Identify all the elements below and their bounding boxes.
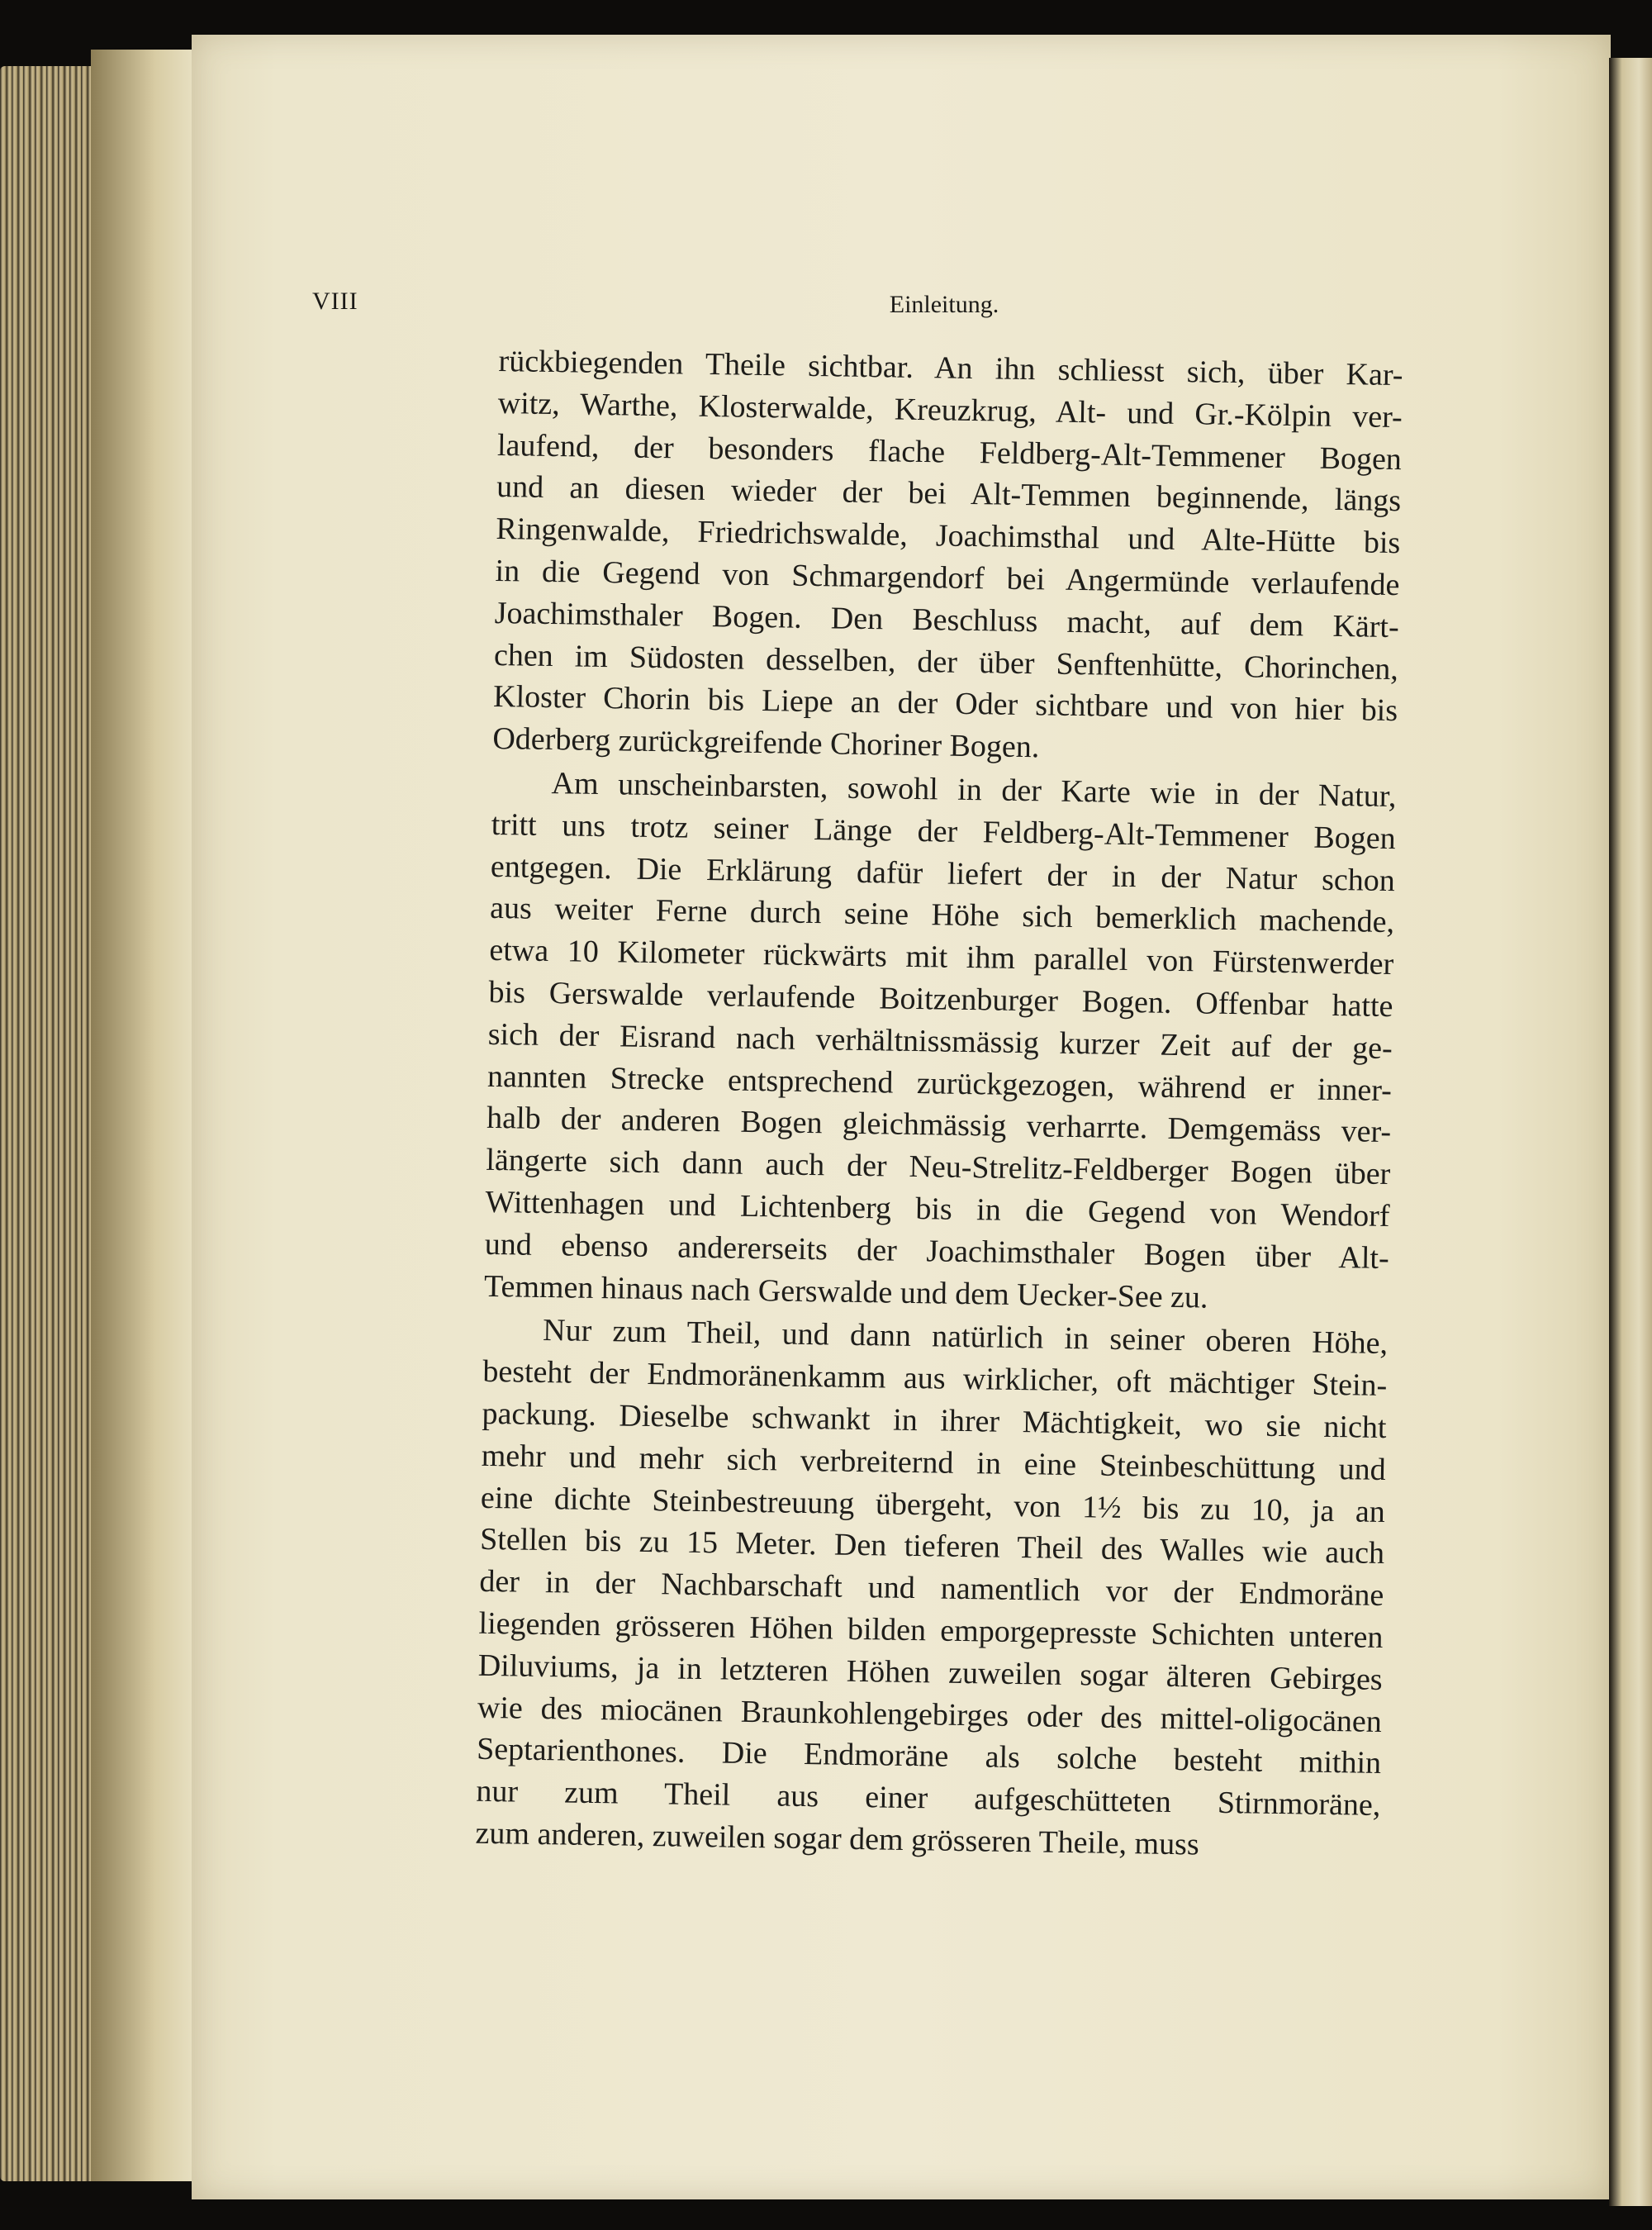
text-line: Stellen bis zu 15 Meter. Den tieferen Theil des Walles wie auch [479, 1522, 1385, 1571]
text-line: Oderberg zurückgreifende Choriner Bogen. [492, 721, 1040, 765]
text-line: und an diesen wieder der bei Alt-Temmen beginnende, längs [496, 469, 1402, 519]
text-line: Joachimsthaler Bogen. Den Beschluss macht, auf dem Kärt- [494, 595, 1400, 644]
text-line: zum anderen, zuweilen sogar dem grösseren Theile, muss [475, 1815, 1200, 1862]
text-line: liegenden grösseren Höhen bilden emporgepresste Schichten unteren [478, 1605, 1384, 1655]
text-line: Diluviums, ja in letzteren Höhen zuweilen sogar älteren Gebirges [477, 1648, 1384, 1697]
paragraph [492, 340, 1403, 774]
text-line: der in der Nachbarschaft und namentlich vor der Endmoräne [479, 1563, 1384, 1614]
text-line: halb der anderen Bogen gleichmässig verharrte. Demgemäss ver- [486, 1101, 1392, 1150]
text-line: eine dichte Steinbestreuung übergeht, von 1½ bis zu 10, ja an [480, 1480, 1386, 1529]
text-line: etwa 10 Kilometer rückwärts mit ihm parallel von Fürstenwerder [489, 933, 1394, 982]
book-gutter-shadow [91, 50, 198, 2181]
text-line: längerte sich dann auch der Neu-Strelitz-Feldberger Bogen über [486, 1143, 1391, 1192]
text-line: witz, Warthe, Klosterwalde, Kreuzkrug, Alt- und Gr.-Kölpin ver- [497, 385, 1403, 435]
page-number: VIII [312, 288, 358, 315]
text-line: Kloster Chorin bis Liepe an der Oder sichtbare und von hier bis [492, 679, 1398, 729]
body-text [475, 340, 1403, 1869]
text-line: nannten Strecke entsprechend zurückgezogen, während er inner- [487, 1058, 1393, 1108]
text-line: packung. Dieselbe schwankt in ihrer Mächtigkeit, wo sie nicht [482, 1396, 1387, 1445]
text-line: wie des miocänen Braunkohlengebirges oder des mittel-oligocänen [477, 1690, 1383, 1739]
text-line: Nur zum Theil, und dann natürlich in seiner oberen Höhe, [542, 1313, 1389, 1362]
next-page-edge [1609, 58, 1652, 2206]
text-line: tritt uns trotz seiner Länge der Feldberg-Alt-Temmener Bogen [491, 806, 1396, 856]
running-title: Einleitung. [889, 291, 999, 318]
running-head [312, 288, 1361, 329]
text-line: laufend, der besonders flache Feldberg-Alt-Temmener Bogen [496, 427, 1403, 477]
text-line: rückbiegenden Theile sichtbar. An ihn schliesst sich, über Kar- [498, 343, 1403, 393]
text-line: und ebenso andererseits der Joachimsthaler Bogen über Alt- [484, 1226, 1390, 1276]
text-line: nur zum Theil aus einer aufgeschütteten Stirnmoräne, [476, 1773, 1381, 1823]
paragraph [475, 1309, 1388, 1868]
text-line: Am unscheinbarsten, sowohl in der Karte wie in der Natur, [551, 766, 1397, 815]
text-line: bis Gerswalde verlaufende Boitzenburger Bogen. Offenbar hatte [488, 974, 1393, 1025]
text-line: in die Gegend von Schmargendorf bei Angermünde verlaufende [495, 553, 1400, 603]
text-line: mehr und mehr sich verbreiternd in eine Steinbeschüttung und [481, 1438, 1386, 1487]
text-line: aus weiter Ferne durch seine Höhe sich bemerklich machende, [489, 891, 1395, 940]
text-line: besteht der Endmoränenkamm aus wirklicher, oft mächtiger Stein- [482, 1353, 1388, 1404]
text-line: sich der Eisrand nach verhältnissmässig kurzer Zeit auf der ge- [487, 1016, 1393, 1066]
text-line: Ringenwalde, Friedrichswalde, Joachimsthal und Alte-Hütte bis [496, 511, 1401, 561]
text-line: Wittenhagen und Lichtenberg bis in die Gegend von Wendorf [485, 1184, 1390, 1234]
text-line: entgegen. Die Erklärung dafür liefert der in der Natur schon [490, 849, 1396, 898]
text-line: Septarienthones. Die Endmoräne als solche besteht mithin [476, 1732, 1382, 1781]
text-line: Temmen hinaus nach Gerswalde und dem Uecker-See zu. [483, 1268, 1208, 1315]
text-line: chen im Südosten desselben, der über Senftenhütte, Chorinchen, [493, 637, 1399, 687]
paragraph [484, 762, 1397, 1321]
